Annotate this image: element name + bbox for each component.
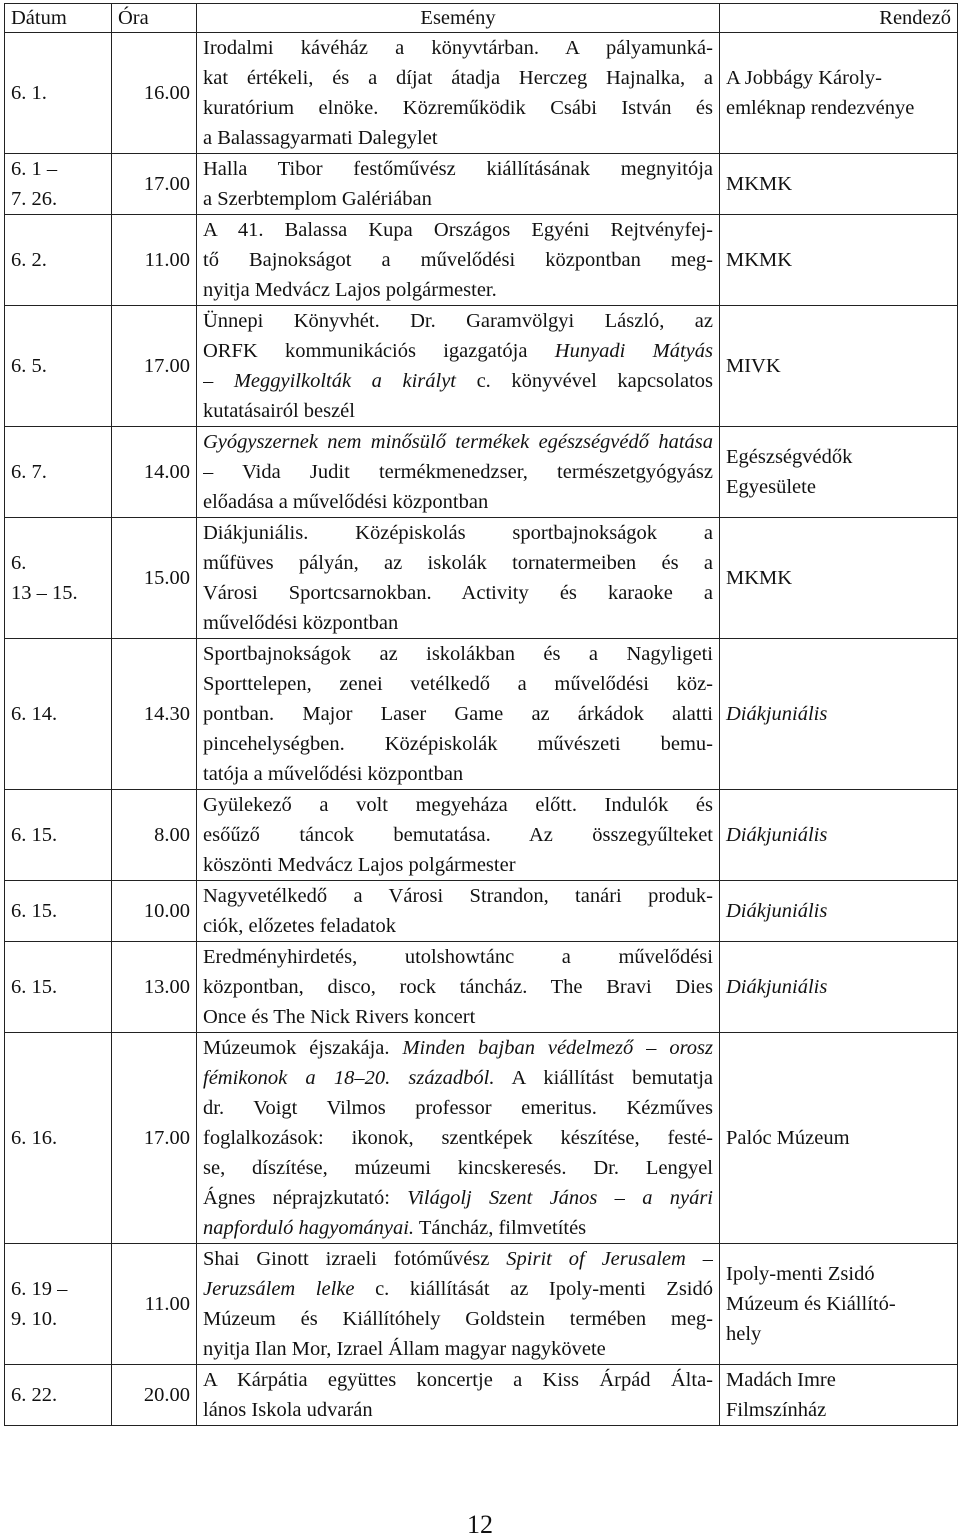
event-line xyxy=(203,669,713,699)
event-title-italic: Gyógyszernek nem minősülő termékek egészségvédő hatása xyxy=(203,431,713,453)
event-text: Múzeumok éjszakája. xyxy=(203,1037,403,1059)
event-line xyxy=(203,942,713,972)
event-line xyxy=(203,1033,713,1063)
row-time: 20.00 xyxy=(112,1365,197,1426)
event-line xyxy=(203,699,713,729)
row-event xyxy=(197,518,720,639)
event-line xyxy=(203,336,713,366)
event-text: tatója a művelődési központban xyxy=(203,763,464,785)
row-time: 15.00 xyxy=(112,518,197,639)
row-time: 14.00 xyxy=(112,427,197,518)
event-text: c. könyvével kapcsolatos xyxy=(456,370,713,392)
header-event: Esemény xyxy=(197,4,720,33)
row-date: 6. 1. xyxy=(5,33,112,154)
event-text: ORFK kommunikációs igazgatója xyxy=(203,340,555,362)
event-line xyxy=(203,306,713,336)
event-text: Ágnes néprajzkutató: xyxy=(203,1187,408,1209)
event-line xyxy=(203,487,713,517)
event-line xyxy=(203,1153,713,1183)
event-title-italic: fémikonok a 18–20. századból. xyxy=(203,1067,495,1089)
event-text: A Kárpátia együttes koncertje a Kiss Árpád Álta- xyxy=(203,1369,713,1391)
row-time: 16.00 xyxy=(112,33,197,154)
event-line xyxy=(203,427,713,457)
event-text: a Balassagyarmati Dalegylet xyxy=(203,127,438,149)
event-line xyxy=(203,1274,713,1304)
event-line xyxy=(203,518,713,548)
event-line xyxy=(203,275,713,305)
table-row xyxy=(5,306,958,427)
page-number: 12 xyxy=(467,1510,493,1539)
event-line xyxy=(203,548,713,578)
event-text: A kiállítást bemutatja xyxy=(494,1067,713,1089)
row-date: 6. 7. xyxy=(5,427,112,518)
table-row xyxy=(5,154,958,215)
event-line xyxy=(203,1304,713,1334)
table-row xyxy=(5,427,958,518)
row-date: 6. 15. xyxy=(5,790,112,881)
event-line xyxy=(203,608,713,638)
row-time: 14.30 xyxy=(112,639,197,790)
row-event xyxy=(197,881,720,942)
header-time: Óra xyxy=(112,4,197,33)
event-text: A 41. Balassa Kupa Országos Egyéni Rejtvényfej- xyxy=(203,219,713,241)
header-date: Dátum xyxy=(5,4,112,33)
event-text: műfüves pályán, az iskolák tornatermeiben és a xyxy=(203,552,713,574)
event-line xyxy=(203,881,713,911)
events-table xyxy=(4,3,958,1426)
event-text: Irodalmi kávéház a könyvtárban. A pályamunká- xyxy=(203,37,713,59)
event-text: pontban. Major Laser Game az árkádok alatti xyxy=(203,703,713,725)
row-time: 11.00 xyxy=(112,1244,197,1365)
row-event xyxy=(197,427,720,518)
row-event xyxy=(197,1033,720,1244)
row-time: 17.00 xyxy=(112,306,197,427)
event-line xyxy=(203,63,713,93)
header-organizer: Rendező xyxy=(720,4,958,33)
event-line xyxy=(203,457,713,487)
row-date: 6. 16. xyxy=(5,1033,112,1244)
table-row xyxy=(5,1365,958,1426)
event-text: esőűző táncok bemutatása. Az összegyűlteket xyxy=(203,824,713,846)
event-text: Sportbajnokságok az iskolákban és a Nagyligeti xyxy=(203,643,713,665)
event-text: központban, disco, rock táncház. The Bravi Dies xyxy=(203,976,713,998)
event-line xyxy=(203,1183,713,1213)
event-text: Ünnepi Könyvhét. Dr. Garamvölgyi László, az xyxy=(203,310,713,332)
event-text: nyitja Ilan Mor, Izrael Állam magyar nagykövete xyxy=(203,1338,606,1360)
row-time: 17.00 xyxy=(112,1033,197,1244)
event-line xyxy=(203,1334,713,1364)
row-event xyxy=(197,306,720,427)
event-text: lános Iskola udvarán xyxy=(203,1399,373,1421)
row-date: 6. 19 – 9. 10. xyxy=(5,1244,112,1365)
event-text: Halla Tibor festőművész kiállításának megnyitója xyxy=(203,158,713,180)
event-title-italic: Világolj Szent János – a nyári xyxy=(407,1187,713,1209)
event-text: kat értékeli, és a díjat átadja Herczeg Hajnalka, a xyxy=(203,67,713,89)
event-text: – Vida Judit termékmenedzser, természetgyógyász xyxy=(203,461,713,483)
header-row xyxy=(5,4,958,33)
event-title-italic: napforduló hagyományai. xyxy=(203,1217,415,1239)
event-text: Táncház, filmvetítés xyxy=(414,1217,587,1239)
event-text: előadása a művelődési központban xyxy=(203,491,489,513)
table-row xyxy=(5,790,958,881)
event-line xyxy=(203,820,713,850)
event-text: Sporttelepen, zenei vetélkedő a művelődési köz- xyxy=(203,673,713,695)
row-date: 6. 15. xyxy=(5,942,112,1033)
row-date: 6. 1 – 7. 26. xyxy=(5,154,112,215)
event-line xyxy=(203,215,713,245)
row-time: 8.00 xyxy=(112,790,197,881)
row-time: 10.00 xyxy=(112,881,197,942)
event-line xyxy=(203,1063,713,1093)
row-time: 17.00 xyxy=(112,154,197,215)
row-date: 6. 15. xyxy=(5,881,112,942)
table-row xyxy=(5,215,958,306)
event-line xyxy=(203,123,713,153)
event-text: köszönti Medvácz Lajos polgármester xyxy=(203,854,516,876)
table-row xyxy=(5,639,958,790)
event-line xyxy=(203,154,713,184)
table-row xyxy=(5,881,958,942)
row-organizer: MIVK xyxy=(720,306,958,427)
row-date: 6. 14. xyxy=(5,639,112,790)
event-text: nyitja Medvácz Lajos polgármester. xyxy=(203,279,497,301)
event-line xyxy=(203,759,713,789)
event-text: Diákjuniális. Középiskolás sportbajnokságok a xyxy=(203,522,713,544)
event-line xyxy=(203,1395,713,1425)
event-line xyxy=(203,790,713,820)
row-time: 11.00 xyxy=(112,215,197,306)
event-line xyxy=(203,911,713,941)
row-organizer: A Jobbágy Károly- emléknap rendezvénye xyxy=(720,33,958,154)
event-text: Shai Ginott izraeli fotóművész xyxy=(203,1248,507,1270)
event-line xyxy=(203,245,713,275)
event-text: pincehelységben. Középiskolák művészeti bemu- xyxy=(203,733,713,755)
event-title-italic: – Meggyilkolták a királyt xyxy=(203,370,456,392)
event-text: dr. Voigt Vilmos professor emeritus. Kézműves xyxy=(203,1097,713,1119)
event-title-italic: Spirit of Jerusalem – xyxy=(506,1248,713,1270)
event-text: Once és The Nick Rivers koncert xyxy=(203,1006,476,1028)
event-text: Eredményhirdetés, utolshowtánc a művelődési xyxy=(203,946,713,968)
table-row xyxy=(5,942,958,1033)
row-organizer: MKMK xyxy=(720,154,958,215)
event-line xyxy=(203,184,713,214)
row-event xyxy=(197,639,720,790)
event-line xyxy=(203,1365,713,1395)
table-body xyxy=(5,33,958,1426)
row-organizer: Madách Imre Filmszínház xyxy=(720,1365,958,1426)
row-organizer: Diákjuniális xyxy=(720,790,958,881)
event-text: művelődési központban xyxy=(203,612,399,634)
event-line xyxy=(203,1213,713,1243)
event-text: se, díszítése, múzeumi kincskeresés. Dr. Lengyel xyxy=(203,1157,713,1179)
row-organizer: Palóc Múzeum xyxy=(720,1033,958,1244)
event-line xyxy=(203,578,713,608)
event-text: foglalkozások: ikonok, szentképek készítése, festé- xyxy=(203,1127,713,1149)
event-line xyxy=(203,729,713,759)
row-event xyxy=(197,215,720,306)
event-line xyxy=(203,1002,713,1032)
event-line xyxy=(203,972,713,1002)
table-row xyxy=(5,1033,958,1244)
row-date: 6. 5. xyxy=(5,306,112,427)
row-date: 6. 2. xyxy=(5,215,112,306)
row-event xyxy=(197,1244,720,1365)
row-time: 13.00 xyxy=(112,942,197,1033)
event-line xyxy=(203,1093,713,1123)
event-line xyxy=(203,93,713,123)
row-event xyxy=(197,154,720,215)
event-text: kutatásairól beszél xyxy=(203,400,355,422)
event-line xyxy=(203,366,713,396)
event-text: Múzeum és Kiállítóhely Goldstein termében meg- xyxy=(203,1308,713,1330)
event-text: Városi Sportcsarnokban. Activity és karaoke a xyxy=(203,582,713,604)
event-title-italic: Minden bajban védelmező – orosz xyxy=(402,1037,713,1059)
event-line xyxy=(203,33,713,63)
event-text: tő Bajnokságot a művelődési központban meg- xyxy=(203,249,713,271)
row-organizer: Ipoly-menti Zsidó Múzeum és Kiállító- hely xyxy=(720,1244,958,1365)
row-date: 6. 13 – 15. xyxy=(5,518,112,639)
event-text: c. kiállítását az Ipoly-menti Zsidó xyxy=(354,1278,713,1300)
event-title-italic: Jeruzsálem lelke xyxy=(203,1278,355,1300)
row-event xyxy=(197,1365,720,1426)
event-line xyxy=(203,396,713,426)
row-organizer: MKMK xyxy=(720,215,958,306)
row-organizer: MKMK xyxy=(720,518,958,639)
row-organizer: Diákjuniális xyxy=(720,639,958,790)
event-line xyxy=(203,1244,713,1274)
row-organizer: Diákjuniális xyxy=(720,942,958,1033)
event-line xyxy=(203,850,713,880)
event-title-italic: Hunyadi Mátyás xyxy=(554,340,713,362)
row-organizer: Diákjuniális xyxy=(720,881,958,942)
row-organizer: Egészségvédők Egyesülete xyxy=(720,427,958,518)
event-line xyxy=(203,639,713,669)
table-row xyxy=(5,518,958,639)
event-text: a Szerbtemplom Galériában xyxy=(203,188,432,210)
event-text: ciók, előzetes feladatok xyxy=(203,915,396,937)
table-row xyxy=(5,1244,958,1365)
event-line xyxy=(203,1123,713,1153)
event-text: Gyülekező a volt megyeháza előtt. Indulók és xyxy=(203,794,713,816)
event-text: Nagyvetélkedő a Városi Strandon, tanári produk- xyxy=(203,885,713,907)
row-event xyxy=(197,33,720,154)
row-date: 6. 22. xyxy=(5,1365,112,1426)
row-event xyxy=(197,790,720,881)
table-row xyxy=(5,33,958,154)
row-event xyxy=(197,942,720,1033)
event-text: kuratórium elnöke. Közreműködik Csábi István és xyxy=(203,97,713,119)
